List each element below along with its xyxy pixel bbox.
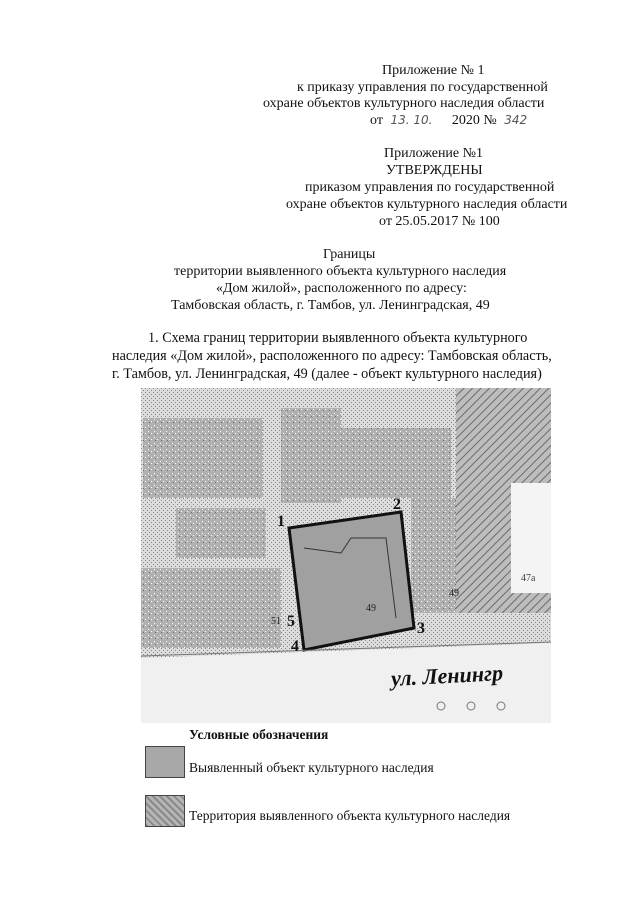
label-49-object: 49 [366, 603, 376, 614]
point-label-1: 1 [277, 513, 285, 530]
section1-line3: г. Тамбов, ул. Ленинградская, 49 (далее - объект культурного наследия) [112, 366, 542, 382]
approved-heading: УТВЕРЖДЕНЫ [386, 163, 483, 178]
territory-boundary [289, 512, 414, 650]
point-label-2: 2 [393, 496, 401, 513]
approved-date: от 25.05.2017 № 100 [379, 214, 500, 229]
appendix-subtitle-2: охране объектов культурного наследия области [263, 96, 545, 111]
legend-title: Условные обозначения [189, 727, 329, 742]
approved-appendix: Приложение №1 [384, 146, 483, 161]
date-prefix: от [370, 113, 383, 128]
doc-title: Границы [323, 247, 376, 262]
building-block-n [281, 408, 341, 503]
legend-label-territory: Территория выявленного объекта культурного наследия [189, 808, 511, 823]
building-block-ne [341, 428, 451, 498]
appendix-date-line [370, 112, 527, 129]
doc-title-2: территории выявленного объекта культурного наследия [174, 264, 507, 279]
handwritten-number: 342 [504, 113, 528, 127]
street-label: ул. Ленингр [390, 660, 504, 691]
legend-swatch-territory [145, 795, 185, 827]
building-block-w [176, 508, 266, 558]
doc-title-4: Тамбовская область, г. Тамбов, ул. Ленинградская, 49 [171, 298, 490, 313]
approved-line-4: охране объектов культурного наследия области [286, 197, 568, 212]
date-year: 2020 № [451, 113, 497, 128]
doc-title-3: «Дом жилой», расположенного по адресу: [216, 281, 467, 296]
appendix-subtitle: к приказу управления по государственной [297, 80, 548, 95]
building-block-nw [143, 418, 263, 498]
section1-line2: наследия «Дом жилой», расположенного по адресу: Тамбовская область, [112, 348, 552, 364]
section1-line1: 1. Схема границ территории выявленного объекта культурного [148, 330, 528, 346]
approved-line-3: приказом управления по государственной [305, 180, 555, 195]
building-51 [141, 568, 281, 648]
legend-label-object: Выявленный объект культурного наследия [189, 760, 434, 775]
point-label-4: 4 [291, 638, 299, 655]
appendix-title: Приложение № 1 [382, 63, 485, 78]
handwritten-date: 13. 10. [390, 113, 433, 127]
label-47a: 47а [521, 573, 536, 584]
point-label-5: 5 [287, 613, 295, 630]
boundary-map [141, 388, 551, 723]
legend-swatch-object [145, 746, 185, 778]
point-label-3: 3 [417, 620, 425, 637]
label-49-neighbor: 49 [449, 588, 459, 599]
label-51: 51 [271, 616, 281, 627]
